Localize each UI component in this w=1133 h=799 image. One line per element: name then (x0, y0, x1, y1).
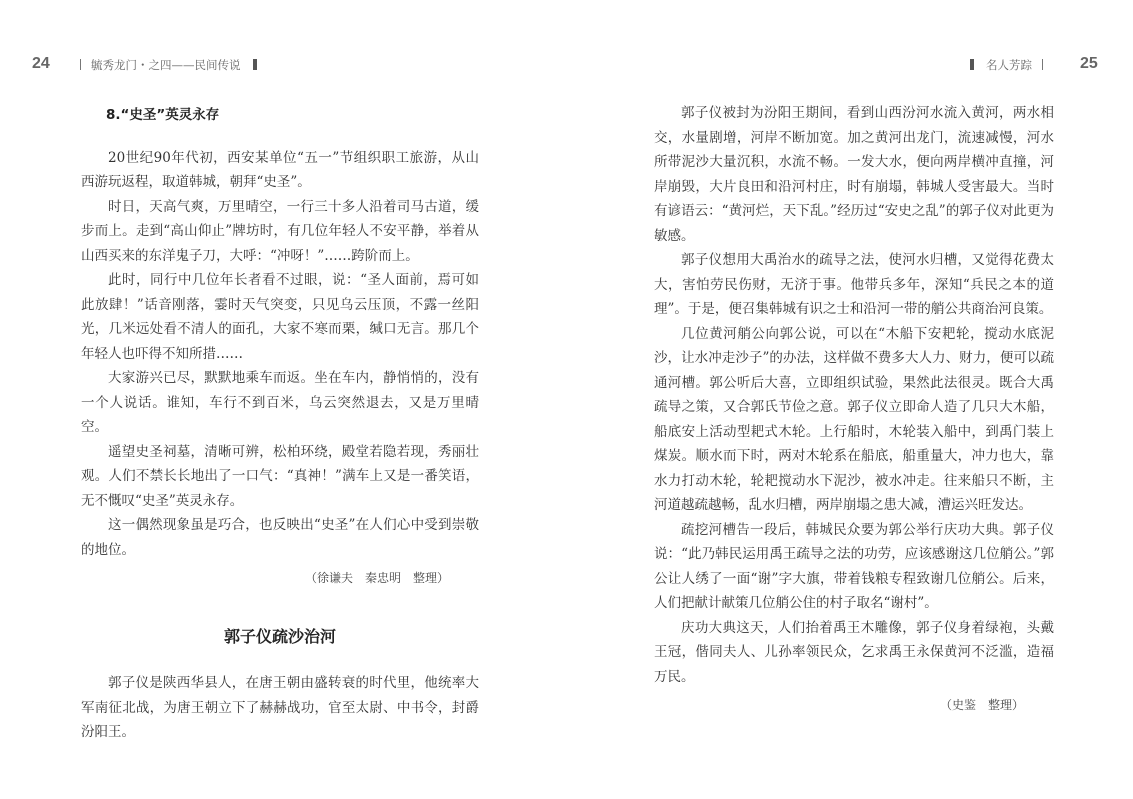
paragraph: 郭子仪是陕西华县人，在唐王朝由盛转衰的时代里，他统率大军南征北战，为唐王朝立下了赫赫战功，官至太尉、中书令，封爵汾阳王。 (81, 675, 479, 740)
page-number: 24 (32, 55, 50, 72)
section-heading: 8.“史圣”英灵永存 (106, 107, 220, 123)
right-body (654, 101, 1054, 718)
credit-line: （徐谦夫 秦忠明 整理） (304, 571, 449, 585)
running-header (970, 57, 1053, 73)
paragraph: 大家游兴已尽，默默地乘车而返。坐在车内，静悄悄的，没有一个人说话。谁知，车行不到百米，乌云突然退去，又是万里晴空。 (81, 370, 479, 435)
paragraph: 郭子仪想用大禹治水的疏导之法，使河水归槽，又觉得花费太大，害怕劳民伤财，无济于事。他带兵多年，深知“兵民之本的道理”。于是，便召集韩城有识之士和沿河一带的艄公共商治河良策。 (654, 252, 1054, 317)
header-bar-icon (970, 59, 974, 70)
header-divider (1042, 59, 1043, 70)
left-page (0, 0, 566, 799)
header-bar-icon (253, 59, 257, 70)
right-page (566, 0, 1133, 799)
paragraph: 几位黄河艄公向郭公说，可以在“木船下安耙轮，搅动水底泥沙，让水冲走沙子”的办法，这样做不费多大人力、财力，便可以疏通河槽。郭公听后大喜，立即组织试验，果然此法很灵。既合大禹疏导之策，又合郭氏节俭之意。郭子仪立即命人造了几只大木船，船底安上活动型耙式木轮。上行船时，木轮装入船中，到禹门装上煤炭。顺水而下时，两对木轮系在船底，船重量大，冲力也大，靠水力打动木轮，轮耙搅动水下泥沙，被水冲走。往来船只不断，主河道越疏越畅，乱水归槽，两岸崩塌之患大减，漕运兴旺发达。 (654, 325, 1054, 513)
paragraph: 20世纪90年代初，西安某单位“五一”节组织职工旅游，从山西游玩返程，取道韩城，朝拜“史圣”。 (81, 149, 479, 190)
credit-line: （史鉴 整理） (939, 698, 1024, 712)
paragraph: 这一偶然现象虽是巧合，也反映出“史圣”在人们心中受到崇敬的地位。 (81, 517, 479, 558)
left-body (81, 103, 479, 745)
paragraph: 庆功大典这天，人们抬着禹王木雕像，郭子仪身着绿袍，头戴王冠，偕同夫人、儿孙率领民众，乞求禹王永保黄河不泛滥，造福万民。 (654, 619, 1054, 685)
paragraph: 郭子仪被封为汾阳王期间，看到山西汾河水流入黄河，两水相交，水量剧增，河岸不断加宽。加之黄河出龙门，流速减慢，河水所带泥沙大量沉积，水流不畅。一发大水，便向两岸横冲直撞，河岸崩毁，大片良田和沿河村庄，时有崩塌，韩城人受害最大。当时有谚语云：“黄河烂，天下乱。”经历过“安史之乱”的郭子仪对此更为敏感。 (654, 105, 1054, 244)
header-text: 名人芳踪 (986, 58, 1032, 72)
paragraph: 疏挖河槽告一段后，韩城民众要为郭公举行庆功大典。郭子仪说：“此乃韩民运用禹王疏导之法的功劳，应该感谢这几位艄公。”郭公让人绣了一面“谢”字大旗，带着钱粮专程致谢几位艄公。后来，人们把献计献策几位艄公住的村子取名“谢村”。 (654, 521, 1054, 611)
story-title: 郭子仪疏沙治河 (223, 626, 336, 646)
paragraph: 遥望史圣祠墓，清晰可辨，松柏环绕，殿堂若隐若现，秀丽壮观。人们不禁长长地出了一口气：“真神！”满车上又是一番笑语，无不慨叹“史圣”英灵永存。 (81, 443, 479, 509)
page-number: 25 (1080, 55, 1098, 72)
header-text: 毓秀龙门・之四——民间传说 (91, 58, 241, 72)
paragraph: 时日，天高气爽，万里晴空，一行三十多人沿着司马古道，缓步而上。走到“高山仰止”牌坊时，有几位年轻人不安平静，举着从山西买来的东洋鬼子刀，大呼：“冲呀！”……跨阶而上。 (81, 198, 479, 264)
running-header (80, 57, 257, 73)
paragraph: 此时，同行中几位年长者看不过眼，说：“圣人面前，焉可如此放肆！”话音刚落，霎时天气突变，只见乌云压顶，不露一丝阳光，几米远处看不清人的面孔，大家不寒而栗，缄口无言。那几个年轻人也吓得不知所措…… (81, 272, 479, 362)
header-divider (80, 59, 81, 70)
